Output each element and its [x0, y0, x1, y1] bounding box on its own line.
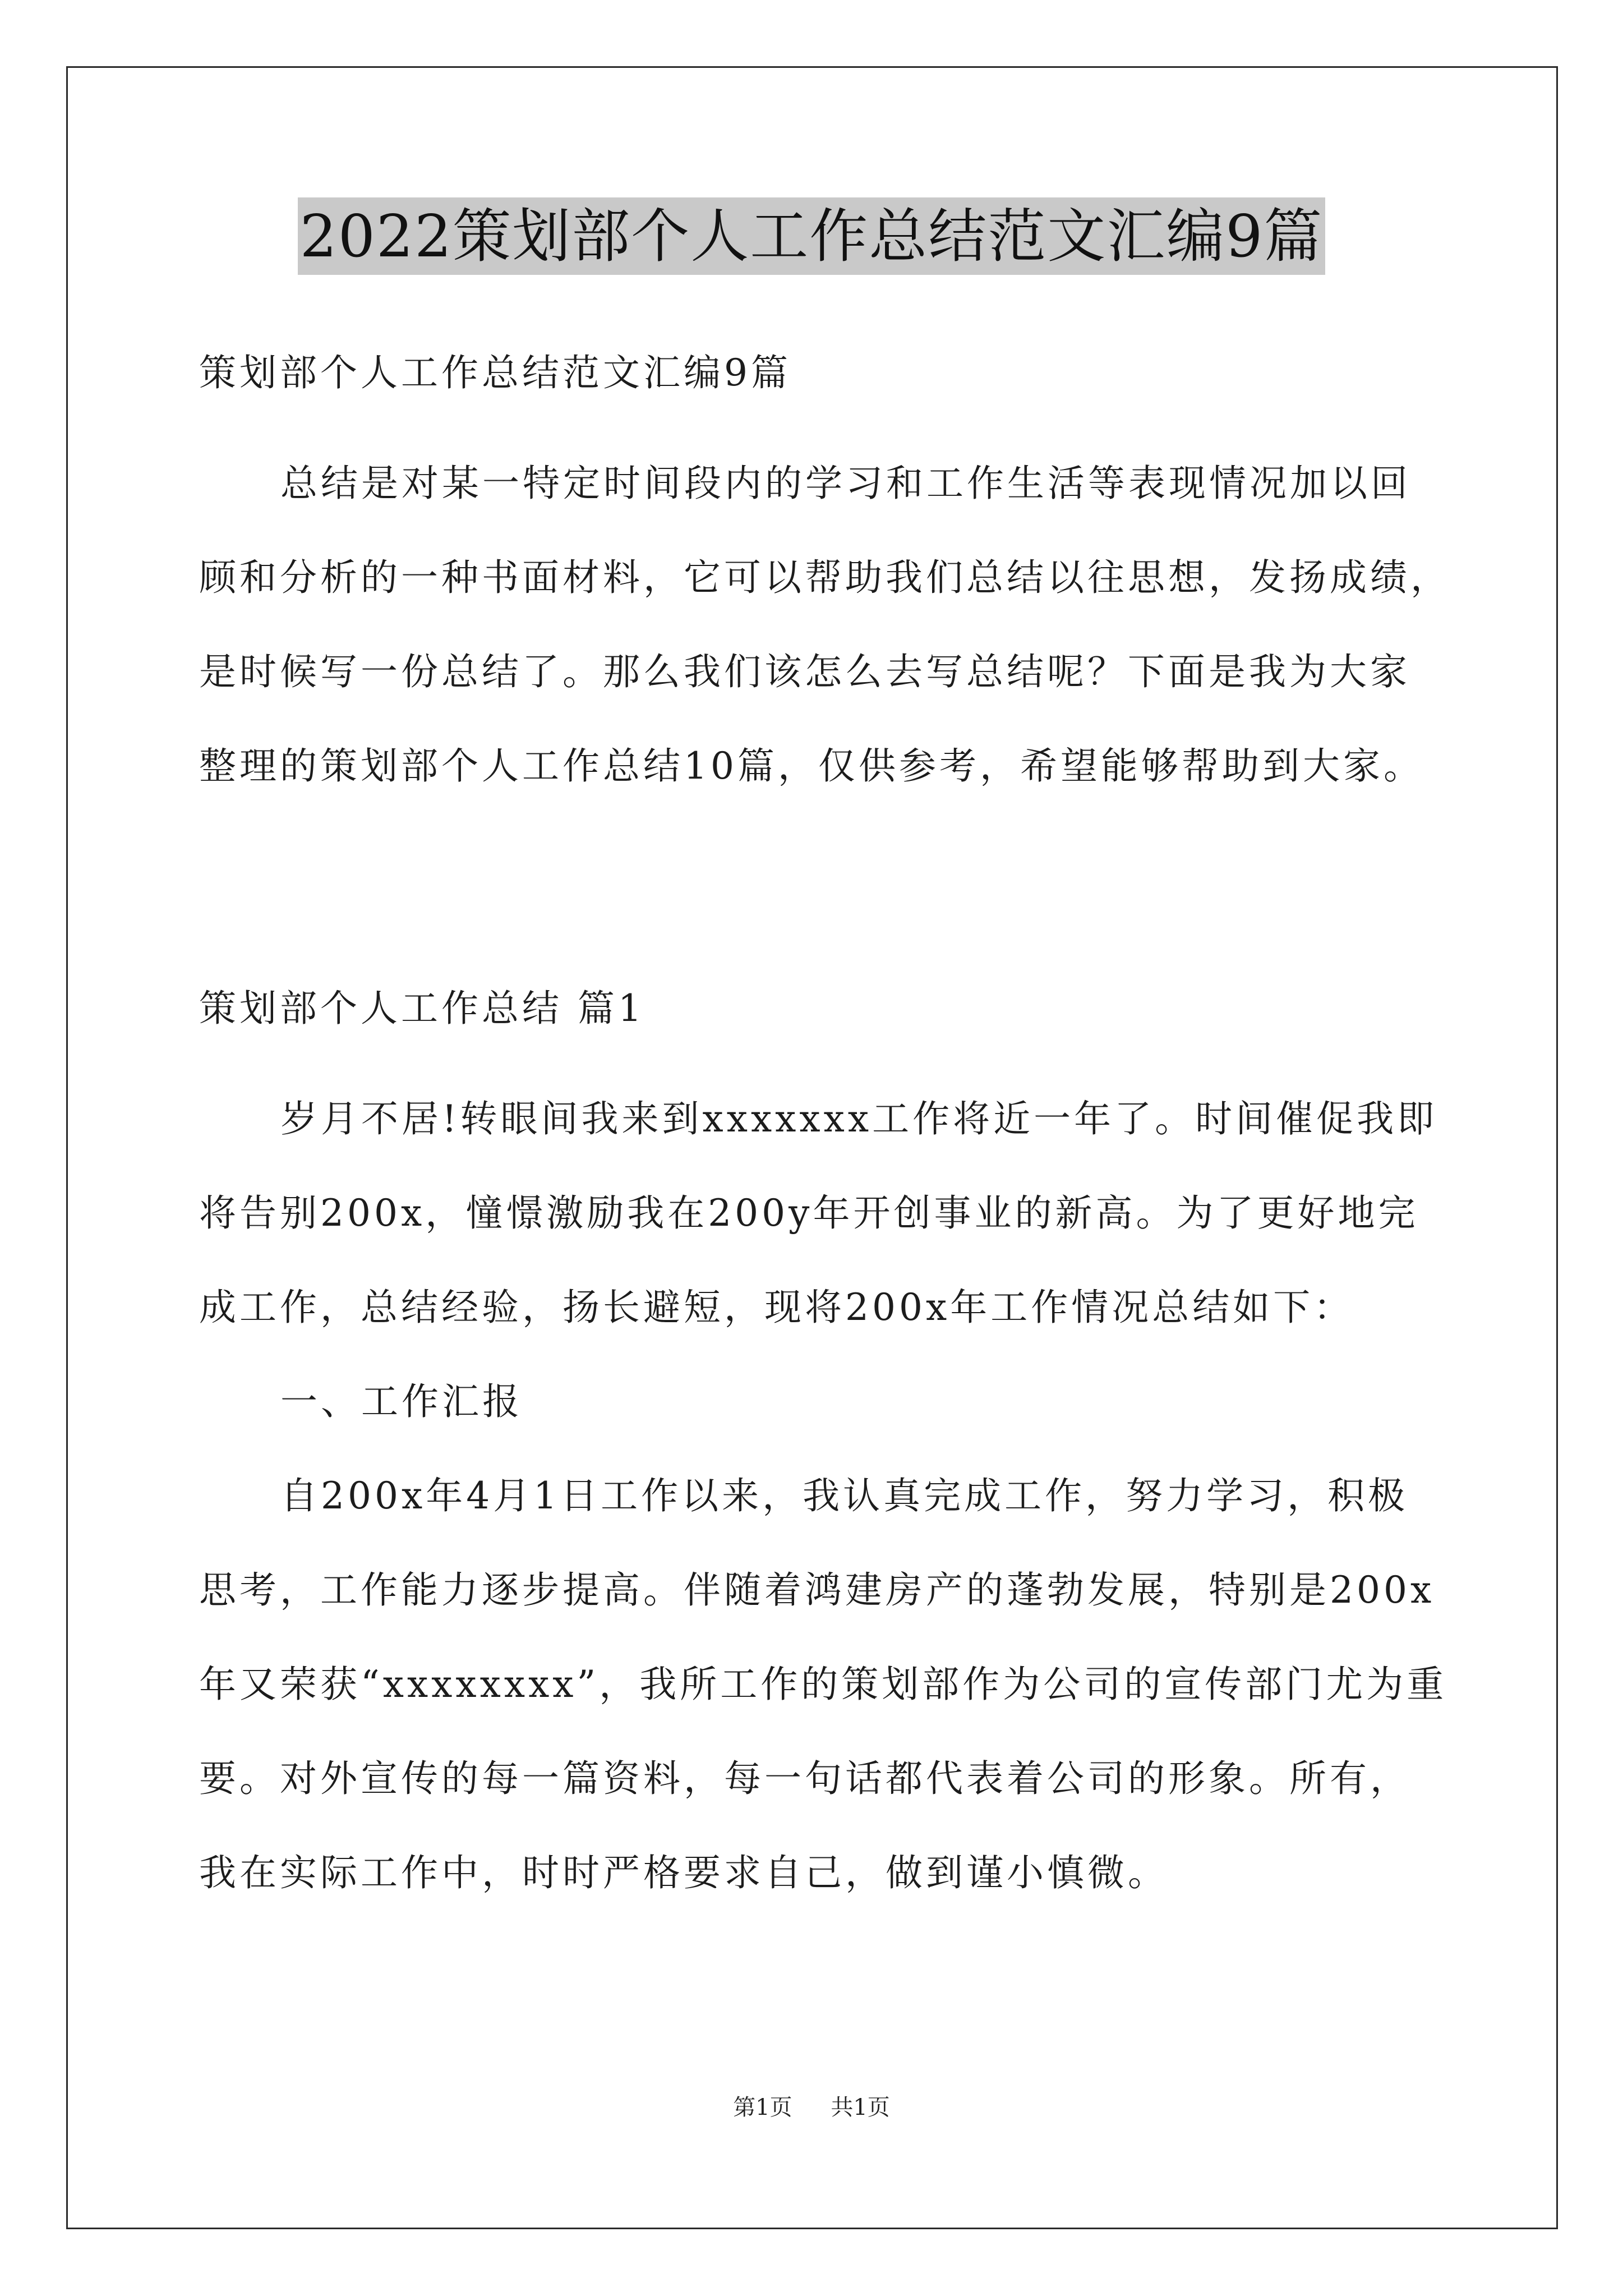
- intro-line: 顾和分析的一种书面材料，它可以帮助我们总结以往思想，发扬成绩，: [199, 556, 1451, 599]
- page-total: 共1页: [831, 2095, 890, 2120]
- section-heading: 策划部个人工作总结 篇1: [199, 987, 645, 1030]
- intro-line: 是时候写一份总结了。那么我们该怎么去写总结呢？下面是我为大家: [199, 650, 1410, 693]
- intro-line: 总结是对某一特定时间段内的学习和工作生活等表现情况加以回: [280, 462, 1411, 505]
- document-title: 2022策划部个人工作总结范文汇编9篇: [298, 197, 1326, 275]
- title-container: [0, 197, 1623, 275]
- section-line: 岁月不居!转眼间我来到xxxxxxx工作将近一年了。时间催促我即: [280, 1097, 1438, 1140]
- report-line: 思考，工作能力逐步提高。伴随着鸿建房产的蓬勃发展，特别是200x: [199, 1568, 1435, 1612]
- intro-line: 整理的策划部个人工作总结10篇，仅供参考，希望能够帮助到大家。: [199, 744, 1424, 788]
- page-number: 第1页: [733, 2095, 792, 2120]
- section-line: 将告别200x，憧憬激励我在200y年开创事业的新高。为了更好地完: [199, 1191, 1419, 1235]
- report-line: 自200x年4月1日工作以来，我认真完成工作，努力学习，积极: [280, 1474, 1409, 1517]
- page-footer: [0, 2093, 1623, 2122]
- section-line: 成工作，总结经验，扬长避短，现将200x年工作情况总结如下：: [199, 1286, 1354, 1329]
- report-line: 我在实际工作中，时时严格要求自己，做到谨小慎微。: [199, 1851, 1168, 1894]
- subheading: 一、工作汇报: [280, 1380, 523, 1423]
- report-line: 年又荣获“xxxxxxxx”，我所工作的策划部作为公司的宣传部门尤为重: [199, 1663, 1447, 1706]
- report-line: 要。对外宣传的每一篇资料，每一句话都代表着公司的形象。所有，: [199, 1757, 1410, 1800]
- document-subtitle: 策划部个人工作总结范文汇编9篇: [199, 351, 791, 394]
